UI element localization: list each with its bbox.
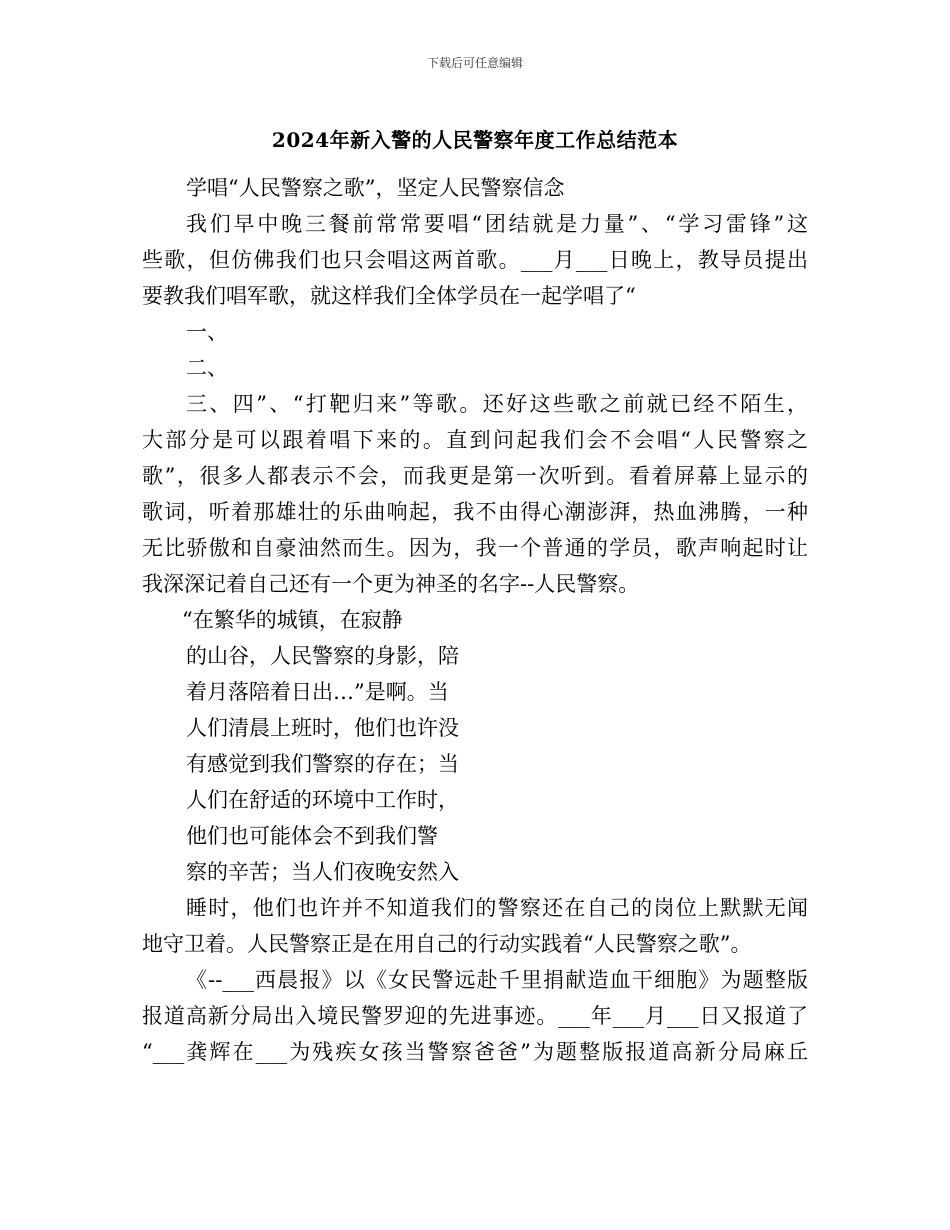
verse-line: 人们在舒适的环境中工作时，: [186, 788, 459, 812]
paragraph-line: 三、四”、“打靶归来”等歌。还好这些歌之前就已经不陌生，: [186, 392, 808, 416]
verse-line: 察的辛苦；当人们夜晚安然入: [186, 860, 459, 884]
paragraph-line: 歌”，很多人都表示不会，而我更是第一次听到。看着屏幕上显示的: [142, 464, 808, 488]
paragraph-line: 二、: [186, 356, 228, 380]
verse-line: “在繁华的城镇，在寂静: [182, 608, 403, 632]
header-note: 下载后可任意编辑: [426, 56, 523, 70]
paragraph-line: 一、: [186, 320, 228, 344]
paragraph-line: 无比骄傲和自豪油然而生。因为，我一个普通的学员，歌声响起时让: [142, 536, 808, 560]
paragraph-line: 睡时，他们也许并不知道我们的警察还在自己的岗位上默默无闻: [186, 896, 808, 920]
verse-line: 有感觉到我们警察的存在；当: [186, 752, 459, 776]
paragraph-line: 地守卫着。人民警察正是在用自己的行动实践着“人民警察之歌”。: [142, 932, 752, 956]
paragraph-line: 歌词，听着那雄壮的乐曲响起，我不由得心潮澎湃，热血沸腾，一种: [142, 500, 808, 524]
paragraph-line: 我深深记着自己还有一个更为神圣的名字--人民警察。: [142, 572, 640, 596]
document-title: 2024年新入警的人民警察年度工作总结范本: [271, 128, 679, 152]
paragraph-line: 要教我们唱军歌，就这样我们全体学员在一起学唱了“: [142, 284, 636, 308]
verse-line: 着月落陪着日出…”是啊。当: [186, 680, 449, 704]
paragraph-line: 大部分是可以跟着唱下来的。直到问起我们会不会唱“人民警察之: [142, 428, 808, 452]
verse-line: 的山谷，人民警察的身影，陪: [186, 644, 459, 668]
document-body: [142, 170, 808, 1070]
paragraph-line: 学唱“人民警察之歌”，坚定人民警察信念: [186, 176, 565, 200]
verse-line: 他们也可能体会不到我们警: [186, 824, 438, 848]
paragraph-line: 我们早中晚三餐前常常要唱“团结就是力量”、“学习雷锋”这: [186, 212, 808, 236]
paragraph-line: 些歌，但仿佛我们也只会唱这两首歌。___月___日晚上，教导员提出: [142, 248, 808, 272]
paragraph-line: “___龚辉在___为残疾女孩当警察爸爸”为题整版报道高新分局麻丘: [142, 1040, 808, 1064]
verse-line: 人们清晨上班时，他们也许没: [186, 716, 459, 740]
paragraph-line: 报道高新分局出入境民警罗迎的先进事迹。___年___月___日又报道了: [142, 1004, 808, 1028]
paragraph-line: 《--___西晨报》以《女民警远赴千里捐献造血干细胞》为题整版: [186, 968, 808, 992]
